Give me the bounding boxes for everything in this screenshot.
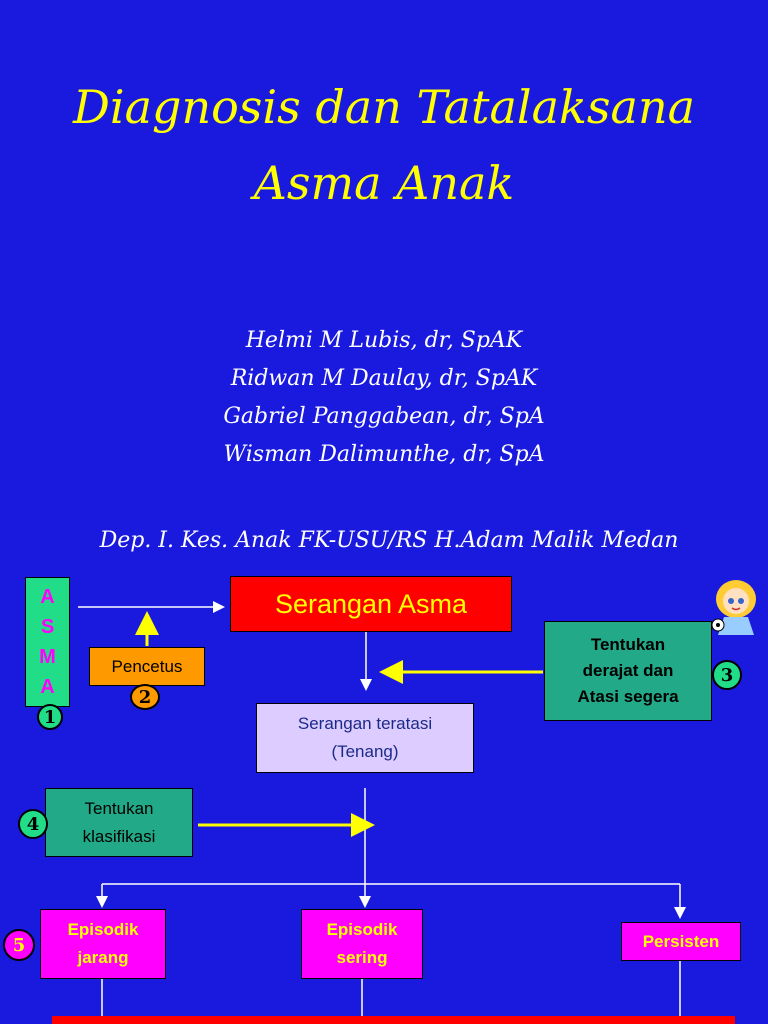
episodik-jarang-box [40,909,166,979]
klasifikasi-line-2: klasifikasi [82,826,156,846]
step-circle-3: 3 [712,660,742,690]
title-line-2: Asma Anak [253,156,515,210]
asma-letter-a2: A [40,676,55,698]
teratasi-line-1: Serangan teratasi [297,714,433,733]
tentukan-klasifikasi-box [45,788,193,857]
asma-letter-s: S [40,616,55,638]
klasifikasi-line-1: Tentukan [84,798,154,818]
persisten-box: Persisten [621,922,741,961]
pencetus-box: Pencetus [89,647,205,686]
serangan-asma-box: Serangan Asma [230,576,512,632]
author-1: Helmi M Lubis, dr, SpAK [245,328,523,353]
teratasi-line-2: (Tenang) [331,742,399,761]
author-4: Wisman Dalimunthe, dr, SpA [223,442,545,467]
episodik-sering-box [301,909,423,979]
department: Dep. I. Kes. Anak FK-USU/RS H.Adam Malik Medan [99,528,679,553]
cartoon-girl-icon [706,575,766,637]
tentukan-derajat-box [544,621,712,721]
title-line-1: Diagnosis dan Tatalaksana [73,80,695,134]
jarang-line-1: Episodik [67,920,139,939]
jarang-line-2: jarang [77,948,129,967]
step-circle-2: 2 [130,684,160,710]
author-3: Gabriel Panggabean, dr, SpA [223,404,545,429]
derajat-line-1: Tentukan [590,635,666,654]
sering-line-2: sering [336,948,388,967]
step-circle-1: 1 [37,704,63,730]
asma-vertical-box [25,577,70,707]
asma-letter-a1: A [40,586,55,608]
step-circle-5: 5 [3,929,35,961]
author-2: Ridwan M Daulay, dr, SpAK [230,366,538,391]
bottom-red-bar [52,1016,735,1024]
derajat-line-2: derajat dan [582,661,674,680]
step-circle-4: 4 [18,809,48,839]
sering-line-1: Episodik [326,920,398,939]
asma-letter-m: M [39,646,56,668]
serangan-teratasi-box [256,703,474,773]
derajat-line-3: Atasi segera [577,687,679,706]
